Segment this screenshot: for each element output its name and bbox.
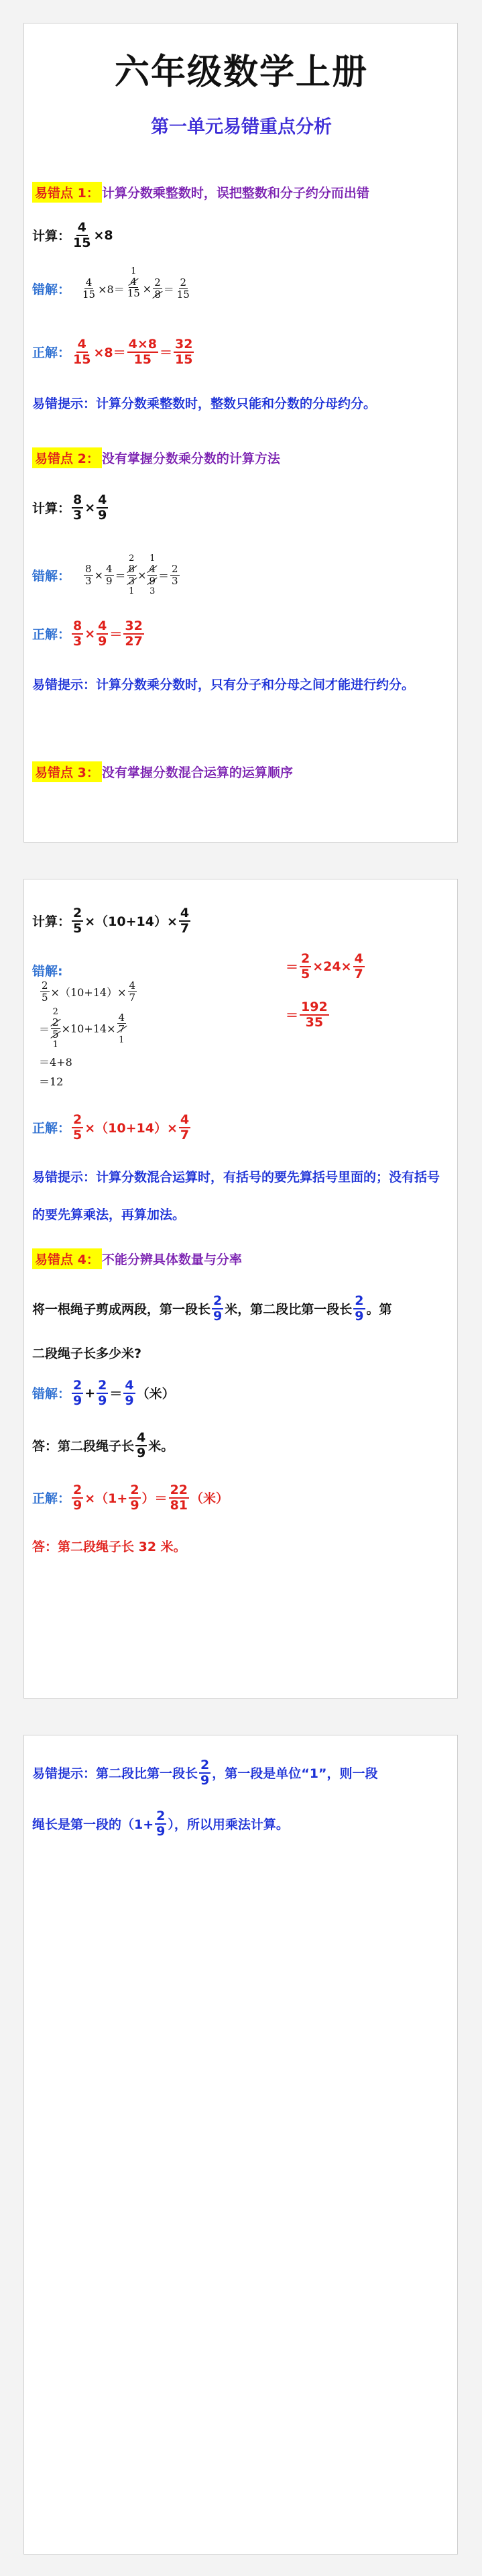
mix-tip: 易错提示：计算分数混合运算时，有括号的要先算括号里面的；没有括号的要先算乘法，再算加法。 xyxy=(32,1170,440,1222)
mix-wrong-work: $\frac{2}{5}$ ×（10+14）× $\frac{4}{7}$ ＝ 2 $\frac{2}{5}$ 1 ×10+14× $\frac{4}{7}$ 1 ＝4+8 ＝12 xyxy=(39,979,136,1088)
point1-header xyxy=(32,182,369,203)
point4-wrong: 错解： $\frac{2}{9}$ + $\frac{2}{9}$ ＝ $\frac{4}{9}$ （米） xyxy=(32,1378,175,1408)
page-2 xyxy=(23,879,458,1699)
point4-wrong-answer: 答：第二段绳子长 $\frac{4}{9}$ 米。 xyxy=(32,1430,174,1460)
point2-wrong: 错解： $\frac{8}{3}$ × $\frac{4}{9}$ ＝ 2 $\frac{8}{3}$ 1 × 1 $\frac{4}{9}$ 3 ＝ $\frac{2}{3}$ xyxy=(32,553,181,596)
point4-right: 正解： $\frac{2}{9}$ ×（1+ $\frac{2}{9}$ ）＝ $\frac{22}{81}$ （米） xyxy=(32,1483,229,1513)
point1-right xyxy=(32,337,195,367)
tip-text: 计算分数乘整数时，整数只能和分数的分母约分。 xyxy=(96,396,377,411)
point4-right-answer: 答：第二段绳子长 32 米。 xyxy=(32,1540,186,1554)
point2-tip: 易错提示：计算分数乘分数时，只有分子和分母之间才能进行约分。 xyxy=(32,678,415,692)
point3-desc: 没有掌握分数混合运算的运算顺序 xyxy=(101,765,293,780)
point4-header xyxy=(32,1248,242,1269)
calc-tail: ×8 xyxy=(93,227,113,243)
point2-desc: 没有掌握分数乘分数的计算方法 xyxy=(101,451,280,466)
point2-calc: 计算： $\frac{8}{3}$ × $\frac{4}{9}$ xyxy=(32,492,107,523)
page-title: 六年级数学上册 xyxy=(114,52,368,93)
mix-right-col-1: ＝ $\frac{2}{5}$ ×24× $\frac{4}{7}$ xyxy=(286,951,363,981)
right-work: $\frac{4}{15}$ ×8＝ $\frac{4\times 8}{15}$ ＝ $\frac{32}{15}$ xyxy=(73,337,193,367)
wrong-label: 错解： xyxy=(32,282,71,297)
point4-desc: 不能分辨具体数量与分率 xyxy=(101,1252,242,1267)
mix-calc: 计算： $\frac{2}{5}$ ×（10+14）× $\frac{4}{7}$ xyxy=(32,906,190,936)
fraction: $\frac{4}{15}$ xyxy=(73,220,91,250)
page-subtitle: 第一单元易错重点分析 xyxy=(151,117,332,138)
calc-label: 计算： xyxy=(32,229,71,244)
page-3 xyxy=(23,1735,458,2555)
point3-header xyxy=(32,761,293,782)
point4-problem-line1: 将一根绳子剪成两段，第一段长 $\frac{2}{9}$ 米，第二段比第一段长 $\frac{2}{9}$ 。第 xyxy=(32,1293,392,1324)
mix-right-col-2: ＝ $\frac{192}{35}$ xyxy=(286,1000,328,1030)
point2-right: 正解： $\frac{8}{3}$ × $\frac{4}{9}$ ＝ $\frac{32}{27}$ xyxy=(32,619,143,649)
point1-wrong xyxy=(32,266,192,301)
tip-label: 易错提示： xyxy=(32,396,97,411)
mix-wrong-label: 错解: xyxy=(32,964,63,979)
wrong-work: $\frac{8}{3}$ × $\frac{4}{9}$ ＝ 2 $\frac{8}{3}$ 1 × 1 $\frac{4}{9}$ 3 ＝ $\frac{2}{3}$ xyxy=(85,553,178,596)
point4-tip-line2: 绳长是第一段的（1+ $\frac{2}{9}$ ），所以用乘法计算。 xyxy=(32,1809,289,1839)
point2-header xyxy=(32,447,280,468)
right-label: 正解： xyxy=(32,345,71,361)
point4-badge: 易错点 4： xyxy=(32,1248,102,1269)
point1-badge: 易错点 1： xyxy=(32,182,102,203)
point1-calc xyxy=(32,221,113,250)
point4-tip-line1: 易错提示： 第二段比第一段长 $\frac{2}{9}$ ，第一段是单位“1”，则一段 xyxy=(32,1758,378,1788)
point3-badge: 易错点 3： xyxy=(32,761,102,782)
wrong-work: $\frac{4}{15}$ ×8＝ 1 $\frac{4}{15}$ × $\frac{2}{8}$ ＝ $\frac{2}{15}$ xyxy=(82,266,190,301)
point2-badge: 易错点 2： xyxy=(32,447,102,468)
page-1 xyxy=(23,23,458,843)
point1-tip xyxy=(32,394,376,412)
mix-right: 正解： $\frac{2}{5}$ ×（10+14）× $\frac{4}{7}$ xyxy=(32,1112,190,1142)
point4-problem-line2: 二段绳子长多少米? xyxy=(32,1346,142,1361)
point1-desc: 计算分数乘整数时，误把整数和分子约分而出错 xyxy=(101,186,369,201)
